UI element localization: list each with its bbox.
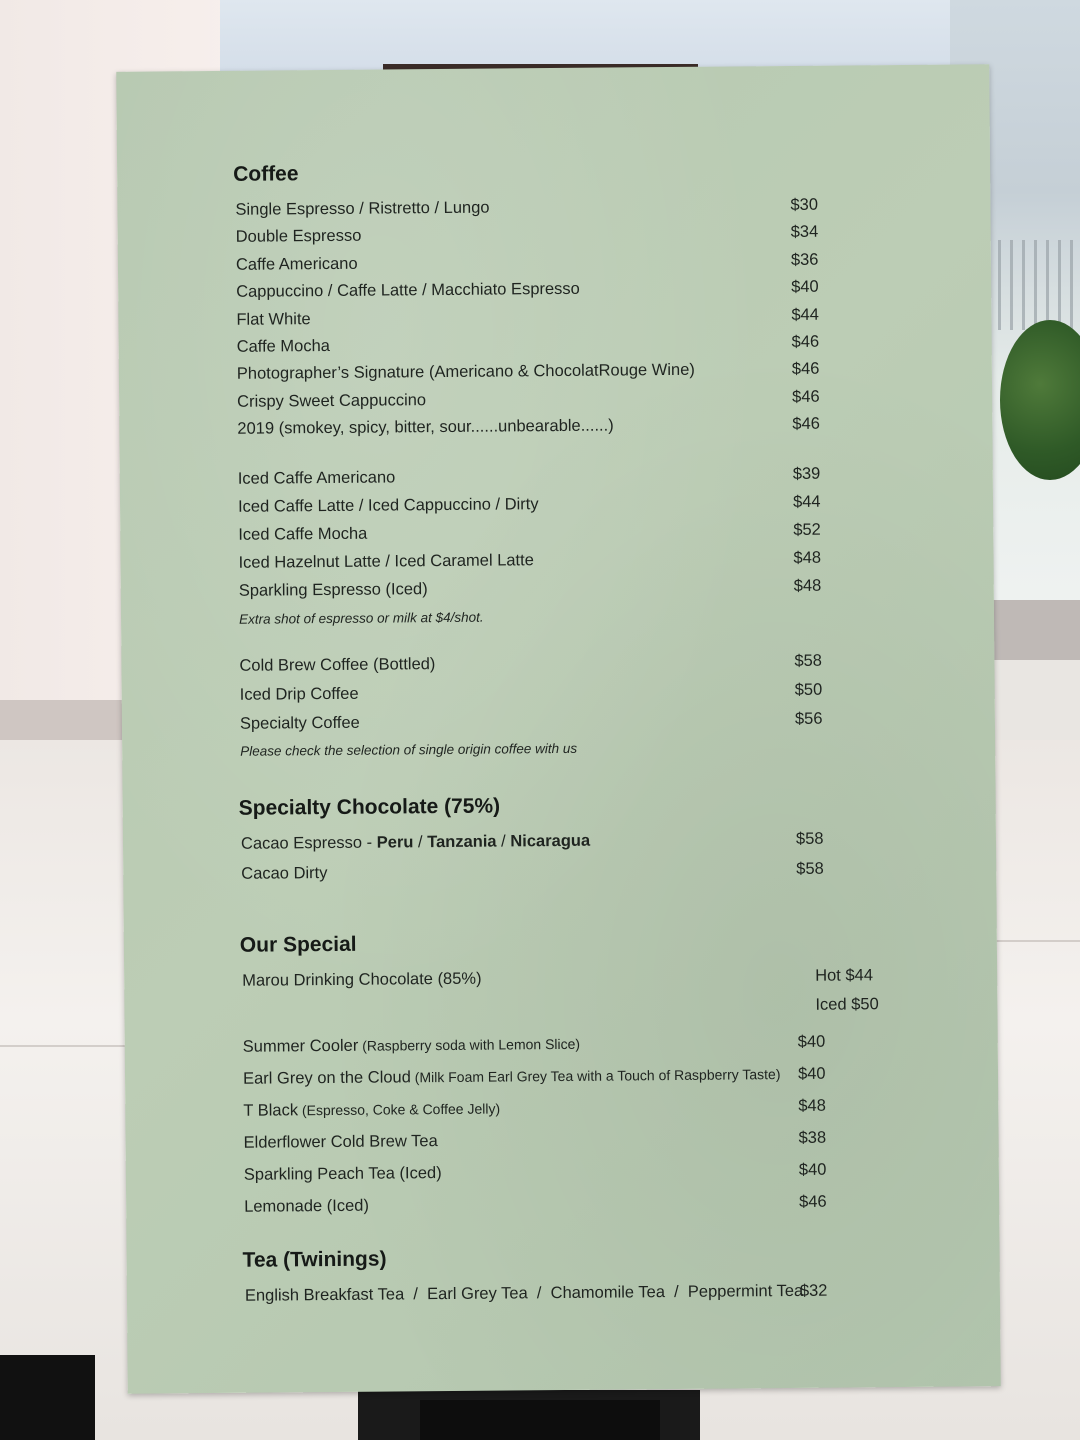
- item-price: $48: [793, 548, 822, 567]
- item-name-text: Summer Cooler: [242, 1036, 359, 1056]
- item-price: $44: [791, 305, 820, 324]
- origin-peru: Peru: [376, 833, 414, 852]
- chocolate-heading: Specialty Chocolate (75%): [238, 794, 501, 820]
- menu-item: [235, 410, 882, 443]
- item-name: [241, 828, 590, 858]
- item-name: [243, 1128, 437, 1157]
- item-price: $46: [799, 1192, 827, 1211]
- item-name: [243, 1096, 500, 1125]
- item-name-text: 2019 (smokey, spicy, bitter, sour......unbearable......): [237, 416, 614, 438]
- special-heading: Our Special: [239, 932, 357, 957]
- item-price: $58: [794, 651, 823, 670]
- item-price: $38: [798, 1128, 827, 1147]
- menu-item: [239, 856, 886, 889]
- menu-board: [116, 64, 1001, 1394]
- item-name-text: Iced Hazelnut Latte / Iced Caramel Latte: [238, 550, 534, 572]
- tea-section: [243, 1243, 891, 1310]
- item-description: (Raspberry soda with Lemon Slice): [358, 1035, 581, 1054]
- item-name-text: Iced Caffe Americano: [237, 467, 396, 488]
- coffee-cold-list: [237, 647, 885, 740]
- item-name-text: Iced Caffe Mocha: [238, 524, 368, 544]
- item-name-text: Sparkling Peach Tea (Iced): [243, 1164, 442, 1184]
- coffee-iced-list: [236, 460, 884, 606]
- item-price: $40: [791, 277, 819, 297]
- menu-item: [240, 962, 887, 1028]
- cold-note: Please check the selection of single origin coffee with us: [240, 740, 578, 759]
- item-name-text: Crispy Sweet Cappuccino: [237, 390, 427, 411]
- coffee-heading: Coffee: [233, 162, 299, 186]
- item-name: [238, 520, 367, 548]
- item-price: $48: [793, 576, 822, 595]
- item-name: [235, 195, 489, 224]
- item-name: [238, 547, 534, 577]
- item-price: $39: [792, 464, 821, 483]
- item-name: [239, 576, 428, 605]
- menu-item: [237, 572, 884, 606]
- item-price: $50: [794, 680, 823, 699]
- item-name-text: Cappuccino / Caffe Latte / Macchiato Espresso: [236, 279, 580, 301]
- item-name: [243, 1061, 781, 1093]
- item-price: $52: [793, 520, 821, 539]
- menu-item: [242, 1188, 889, 1226]
- item-price: $46: [791, 332, 820, 351]
- special-section: [240, 928, 890, 1226]
- item-prefix: Cacao Espresso -: [240, 833, 377, 853]
- item-name-text: Iced Caffe Latte / Iced Cappuccino / Dirty: [237, 494, 539, 516]
- item-price: $44: [792, 492, 821, 511]
- item-description: (Espresso, Coke & Coffee Jelly): [297, 1100, 501, 1119]
- item-price-iced: Iced $50: [815, 995, 879, 1014]
- item-name: [243, 1031, 581, 1061]
- item-name-text: Iced Drip Coffee: [239, 684, 359, 704]
- item-name: [244, 1160, 442, 1189]
- item-name-text: Earl Grey on the Cloud: [242, 1068, 411, 1088]
- item-price: $32: [799, 1281, 828, 1300]
- item-price: $48: [798, 1096, 826, 1115]
- item-name: [238, 491, 539, 521]
- item-name-text: Single Espresso / Ristretto / Lungo: [235, 198, 490, 219]
- item-name: [236, 223, 362, 251]
- item-price: $36: [790, 250, 819, 269]
- easel-leg: [420, 1400, 660, 1440]
- item-name: English Breakfast Tea / Earl Grey Tea / Chamomile Tea / Peppermint Tea: [244, 1281, 804, 1305]
- item-price: $56: [794, 709, 823, 728]
- item-name-text: Elderflower Cold Brew Tea: [243, 1132, 438, 1152]
- origin-nicaragua: Nicaragua: [510, 831, 591, 851]
- special-list: [241, 1028, 890, 1226]
- item-price: $46: [791, 360, 820, 379]
- tea-heading: Tea (Twinings): [242, 1247, 387, 1272]
- item-name: [236, 306, 311, 334]
- item-name-text: Lemonade (Iced): [244, 1196, 369, 1216]
- menu-item: [238, 705, 885, 740]
- item-price: $46: [792, 387, 820, 406]
- iced-note: Extra shot of espresso or milk at $4/shot.: [238, 609, 484, 627]
- item-price: $40: [797, 1032, 826, 1051]
- coffee-section: [233, 157, 885, 758]
- coffee-hot-list: [233, 191, 882, 443]
- item-name-text: Cold Brew Coffee (Bottled): [239, 654, 436, 675]
- separator: /: [496, 832, 511, 851]
- item-name: Cacao Dirty: [241, 864, 328, 884]
- item-price: $40: [797, 1064, 826, 1083]
- item-name: [240, 709, 360, 737]
- item-name: [238, 464, 396, 492]
- item-price: $34: [790, 223, 819, 242]
- item-price: $58: [795, 829, 824, 848]
- item-name-text: Caffe Americano: [235, 254, 358, 274]
- chocolate-section: [239, 791, 887, 888]
- item-name: [239, 651, 435, 680]
- item-name: [237, 387, 426, 416]
- item-name: [237, 357, 695, 388]
- item-name: [236, 276, 580, 306]
- item-name-text: Caffe Mocha: [236, 336, 330, 356]
- item-price: $40: [798, 1160, 827, 1179]
- item-name: [237, 333, 330, 361]
- item-price: $46: [792, 414, 820, 434]
- item-name-text: T Black: [243, 1101, 299, 1120]
- item-name: [240, 680, 359, 708]
- item-name-text: Sparkling Espresso (Iced): [238, 579, 428, 600]
- item-price: $58: [796, 860, 824, 879]
- tree: [1000, 320, 1080, 480]
- item-name-text: Photographer’s Signature (Americano & ChocolatRouge Wine): [236, 361, 695, 384]
- item-name-text: Flat White: [236, 309, 311, 329]
- item-name: [237, 413, 614, 443]
- item-name-text: Double Espresso: [235, 227, 362, 247]
- menu-item: [243, 1277, 890, 1310]
- item-name: Marou Drinking Chocolate (85%): [242, 969, 482, 990]
- item-name: [244, 1193, 369, 1221]
- item-price-hot: Hot $44: [815, 966, 874, 985]
- item-name-text: Specialty Coffee: [239, 713, 360, 733]
- item-price: $30: [790, 195, 819, 214]
- item-description: (Milk Foam Earl Grey Tea with a Touch of Raspberry Taste): [410, 1066, 781, 1086]
- menu-item: [239, 825, 886, 858]
- origin-tanzania: Tanzania: [427, 832, 497, 852]
- dark-corner: [0, 1355, 95, 1440]
- item-name: [236, 251, 358, 279]
- separator: /: [413, 833, 428, 852]
